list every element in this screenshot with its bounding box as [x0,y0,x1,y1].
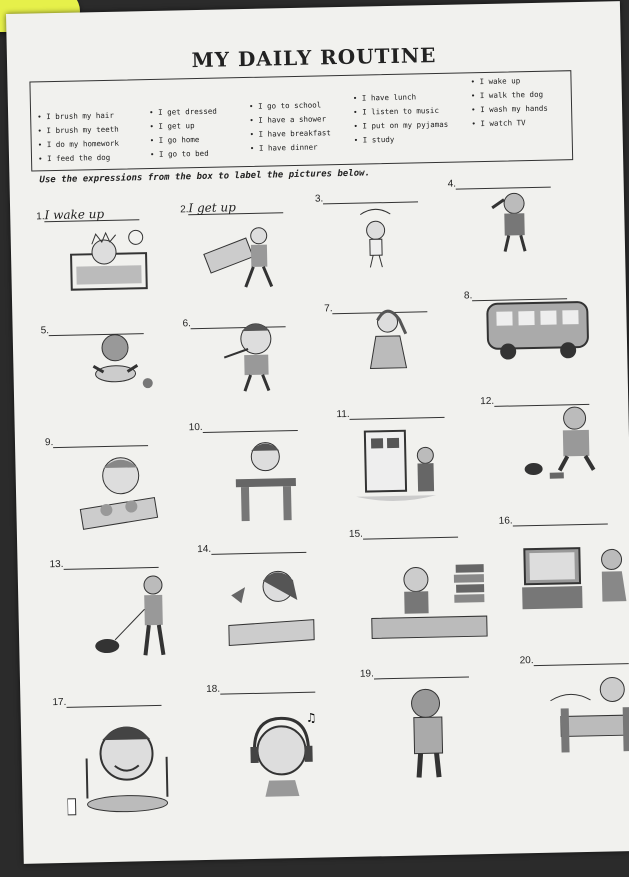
wash-hands-illustration [83,331,159,398]
study-desk-illustration [230,438,302,524]
answer-field-2[interactable]: I get up [188,200,283,215]
brush-teeth-illustration [217,318,294,395]
label-14[interactable]: 14. [197,540,306,555]
label-18[interactable]: 18. [206,680,315,695]
label-4[interactable]: 4. [448,175,552,190]
expression-item: • I walk the dog [471,90,543,101]
expression-item: • I get dressed [149,107,217,117]
answer-field-1[interactable]: I wake up [44,207,139,222]
answer-field-10[interactable] [202,418,297,433]
put-on-pyjamas-illustration [395,684,472,781]
brush-hair-illustration [478,187,549,258]
answer-field-11[interactable] [349,405,444,420]
label-10[interactable]: 10. [189,418,298,433]
worksheet [6,1,629,864]
expression-item: • I study [354,135,395,145]
expression-item: • I brush my hair [37,111,114,122]
listen-music-illustration [236,707,328,799]
answer-field-9[interactable] [53,433,148,448]
label-2[interactable]: 2.I get up [180,200,284,215]
answer-field-15[interactable] [363,525,458,540]
wake-up-illustration [65,223,151,295]
label-9[interactable]: 9. [45,433,149,448]
instruction-text: Use the expressions from the box to label the pictures below. [39,168,371,186]
label-16[interactable]: 16. [499,512,608,527]
walk-dog-illustration [78,572,190,664]
expression-item: • I have dinner [250,143,318,153]
go-to-bed-illustration [540,669,629,761]
expression-item: • I have breakfast [249,128,330,139]
label-19[interactable]: 19. [360,664,469,679]
label-5[interactable]: 5. [40,321,144,336]
label-12[interactable]: 12. [480,392,589,407]
have-lunch-illustration [223,564,320,656]
page-title: MY DAILY ROUTINE [191,42,437,73]
label-3[interactable]: 3. [315,189,419,204]
expression-item: • I wash my hands [471,104,548,115]
label-7[interactable]: 7. [324,299,428,314]
label-6[interactable]: 6. [182,314,286,329]
do-homework-illustration [366,560,493,648]
feed-dog-illustration [514,401,616,488]
label-13[interactable]: 13. [49,555,158,570]
shower-illustration [345,204,406,270]
label-11[interactable]: 11. [336,405,444,420]
answer-field-19[interactable] [374,664,469,679]
watch-tv-illustration [519,537,629,624]
school-bus-illustration [482,292,593,362]
expression-item: • I do my homework [38,139,119,150]
answer-field-14[interactable] [211,540,306,555]
have-dinner-illustration [66,716,188,818]
answer-field-13[interactable] [63,555,158,570]
label-8[interactable]: 8. [464,286,568,301]
svg-text:♫: ♫ [305,710,317,725]
expression-item: • I listen to music [353,106,439,117]
label-15[interactable]: 15. [349,525,458,540]
answer-field-20[interactable] [533,651,628,666]
expression-item: • I feed the dog [38,153,110,164]
expression-item: • I go to school [249,100,321,111]
label-20[interactable]: 20. [520,651,629,666]
expression-item: • I wake up [470,76,520,86]
have-breakfast-illustration [75,451,162,533]
expression-item: • I put on my pyjamas [353,120,448,131]
get-dressed-illustration [357,307,418,378]
expression-item: • I get up [149,121,194,131]
expression-item: • I go home [150,135,200,145]
label-1[interactable]: 1.I wake up [36,207,140,222]
expression-item: • I watch TV [471,118,525,128]
expression-item: • I go to bed [150,149,209,159]
label-17[interactable]: 17. [52,693,161,708]
answer-field-17[interactable] [66,693,161,708]
go-home-illustration [355,425,447,512]
expression-item: • I brush my teeth [37,125,118,136]
answer-field-16[interactable] [512,512,607,527]
answer-field-18[interactable] [220,680,315,695]
get-up-illustration [200,220,286,292]
expression-item: • I have a shower [249,114,326,125]
answer-field-3[interactable] [323,189,418,204]
expression-item: • I have lunch [353,92,416,102]
expression-box [29,70,573,171]
